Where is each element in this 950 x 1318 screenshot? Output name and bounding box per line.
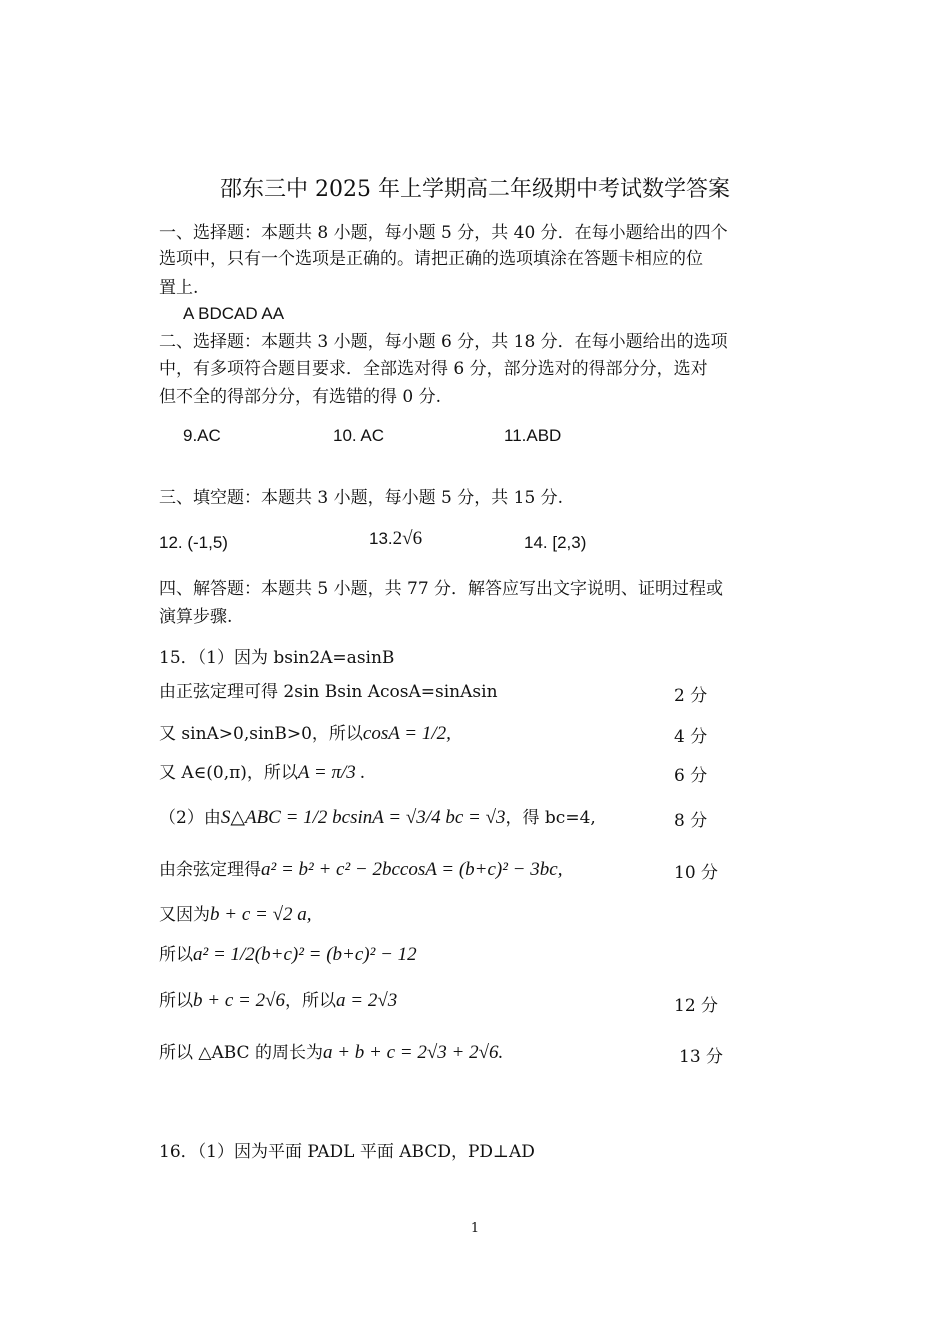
section1-line3: 置上. [159,278,199,298]
q15-line5-math: a² = b² + c² − 2bccosA = (b+c)² − 3bc, [261,859,563,880]
q15-line9-math: a + b + c = 2√3 + 2√6. [322,1042,504,1063]
q15-line6 [159,900,312,930]
q15-line2 [159,719,451,749]
q15-line3-math: A = π/3 . [297,762,366,783]
q15-line8 [159,986,397,1016]
q15-line4-tail: ，得 bc=4, [505,808,596,828]
answer-12: 12. (-1,5) [159,533,228,552]
answer-14: 14. [2,3) [524,533,587,552]
q15-line1: 由正弦定理可得 2sin Bsin AcosA=sinAsin [159,682,498,702]
q15-score4: 8 分 [674,811,708,831]
q15-line7-math: a² = 1/2(b+c)² = (b+c)² − 12 [193,944,417,965]
q16-heading: 16．（1）因为平面 PADL 平面 ABCD，PD⊥AD [159,1142,535,1162]
q15-line4 [159,803,596,833]
q15-line8-text: 所以 [159,991,193,1011]
q15-score1: 2 分 [674,686,708,706]
q15-line3-text: 又 A∈(0,π)，所以 [159,763,298,783]
q15-score5: 10 分 [674,863,719,883]
section3-line1: 三、填空题：本题共 3 小题，每小题 5 分，共 15 分. [159,488,564,508]
page-number: 1 [470,1221,480,1236]
q15-line5-text: 由余弦定理得 [159,860,261,880]
q15-line5 [159,855,562,885]
q15-line8-math1: b + c = 2√6 [193,990,286,1011]
q15-line3 [159,758,365,788]
section2-line3: 但不全的得部分分，有选错的得 0 分. [159,387,442,407]
q15-line8-mid: ，所以 [285,991,337,1011]
q15-line6-text: 又因为 [159,905,210,925]
section1-line1: 一、选择题：本题共 8 小题，每小题 5 分，共 40 分．在每小题给出的四个 [159,223,728,243]
document-title: 邵东三中 2025 年上学期高二年级期中考试数学答案 [220,177,730,202]
q15-score2: 4 分 [674,727,708,747]
section1-line2: 选项中，只有一个选项是正确的。请把正确的选项填涂在答题卡相应的位 [159,249,703,269]
section4-line2: 演算步骤. [159,607,233,627]
q15-line7 [159,940,417,970]
answer-9: 9.AC [183,426,221,445]
q15-line9-text: 所以 △ABC 的周长为 [159,1043,323,1063]
section2-line1: 二、选择题：本题共 3 小题，每小题 6 分，共 18 分．在每小题给出的选项 [159,332,728,352]
section2-line2: 中，有多项符合题目要求．全部选对得 6 分，部分选对的得部分分，选对 [159,359,708,379]
q15-line2-math: cosA = 1/2, [362,723,451,744]
q15-line4-text: （2）由 [159,808,221,828]
q15-heading: 15．（1）因为 bsin2A=asinB [159,648,395,668]
section4-line1: 四、解答题：本题共 5 小题，共 77 分．解答应写出文字说明、证明过程或 [159,579,724,599]
q15-score9: 13 分 [679,1047,724,1067]
answer-13-math: 2√6 [392,528,423,549]
q15-line4-math: S△ABC = 1/2 bcsinA = √3/4 bc = √3 [220,807,506,828]
q15-line6-math: b + c = √2 a, [210,904,312,925]
q15-line8-math2: a = 2√3 [336,990,398,1011]
answer-13-prefix: 13. [369,529,393,548]
answer-10: 10. AC [333,426,385,445]
answer-11: 11.ABD [504,426,562,445]
q15-score3: 6 分 [674,766,708,786]
section1-answers: A BDCAD AA [183,304,285,323]
q15-score8: 12 分 [674,996,719,1016]
q15-line2-text: 又 sinA>0,sinB>0，所以 [159,724,363,744]
answer-13 [369,528,422,550]
q15-line7-text: 所以 [159,945,193,965]
q15-line9 [159,1038,503,1068]
